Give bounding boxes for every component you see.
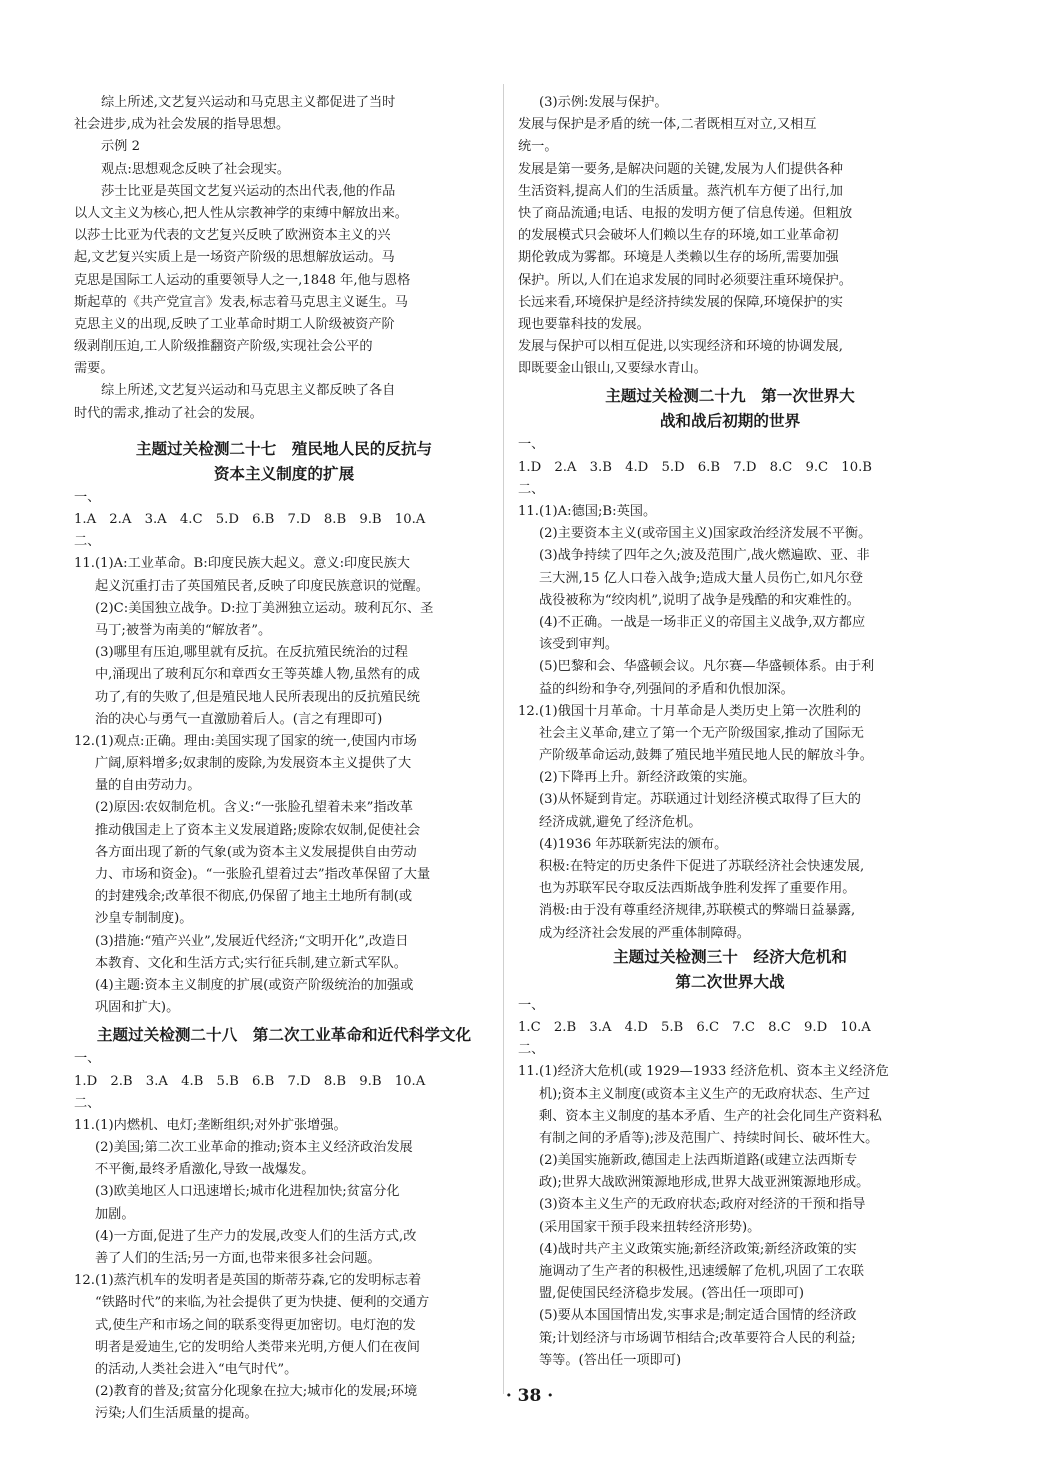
text-line: (3)资本主义生产的无政府状态;政府对经济的干预和指导 bbox=[539, 1197, 866, 1213]
section-heading: 主题过关检测三十 经济大危机和 bbox=[613, 947, 847, 966]
text-line: 一、 bbox=[74, 1051, 101, 1067]
text-line: (4)1936 年苏联新宪法的颁布。 bbox=[539, 836, 728, 852]
text-line: (3)从怀疑到肯定。苏联通过计划经济模式取得了巨大的 bbox=[539, 792, 861, 808]
text-line: 广阔,原料增多;奴隶制的废除,为发展资本主义提供了大 bbox=[95, 756, 412, 772]
text-line: (2)美国实施新政,德国走上法西斯道路(或建立法西斯专 bbox=[539, 1153, 858, 1169]
text-line: 莎士比亚是英国文艺复兴运动的杰出代表,他的作品 bbox=[101, 183, 396, 199]
text-line: 即既要金山银山,又要绿水青山。 bbox=[518, 361, 707, 377]
text-line: 12.(1)蒸汽机车的发明者是英国的斯蒂芬森,它的发明标志着 bbox=[74, 1273, 422, 1289]
text-line: 一、 bbox=[74, 489, 101, 505]
text-line: 益的纠纷和争夺,列强间的矛盾和仇恨加深。 bbox=[539, 681, 794, 697]
page-number: · 38 · bbox=[505, 1386, 554, 1406]
text-line: 保护。所以,人们在追求发展的同时必须要注重环境保护。 bbox=[518, 272, 852, 288]
text-line: (3)措施:“殖产兴业”,发展近代经济;“文明开化”,改造日 bbox=[95, 933, 409, 949]
text-line: 各方面出现了新的气象(或为资本主义发展提供自由劳动 bbox=[95, 844, 417, 860]
section-heading: 战和战后初期的世界 bbox=[659, 412, 801, 431]
text-line: 中,涌现出了玻利瓦尔和章西女王等英雄人物,虽然有的成 bbox=[95, 667, 420, 683]
text-line: (2)美国;第二次工业革命的推动;资本主义经济政治发展 bbox=[95, 1140, 413, 1156]
text-line: 成为经济社会发展的严重体制障碍。 bbox=[539, 925, 750, 941]
section-heading: 主题过关检测二十九 第一次世界大 bbox=[605, 387, 855, 406]
section-heading: 第二次世界大战 bbox=[675, 972, 785, 991]
text-line: (3)欧美地区人口迅速增长;城市化进程加快;贫富分化 bbox=[95, 1184, 400, 1200]
section-heading: 主题过关检测二十七 殖民地人民的反抗与 bbox=[135, 439, 433, 458]
text-line: 社会进步,成为社会发展的指导思想。 bbox=[74, 117, 290, 133]
text-line: 经济成就,避免了经济危机。 bbox=[539, 814, 702, 830]
text-line: 推动俄国走上了资本主义发展道路;废除农奴制,促使社会 bbox=[95, 822, 421, 838]
text-line: “铁路时代”的来临,为社会提供了更为快捷、便利的交通方 bbox=[95, 1295, 430, 1311]
text-line: 不平衡,最终矛盾激化,导致一战爆发。 bbox=[95, 1162, 315, 1178]
text-line: 二、 bbox=[518, 481, 545, 497]
text-line: 以人文主义为核心,把人性从宗教神学的束缚中解放出来。 bbox=[74, 205, 408, 221]
text-line: 机);资本主义制度(或资本主义生产的无政府状态、生产过 bbox=[539, 1086, 871, 1102]
text-line: (4)主题:资本主义制度的扩展(或资产阶级统治的加强或 bbox=[95, 977, 414, 993]
section-heading: 主题过关检测二十八 第二次工业革命和近代科学文化 bbox=[96, 1026, 472, 1045]
text-line: (2)教育的普及;贫富分化现象在拉大;城市化的发展;环境 bbox=[95, 1384, 418, 1400]
section-heading: 资本主义制度的扩展 bbox=[213, 464, 355, 483]
text-line: 马丁;被誉为南美的“解放者”。 bbox=[95, 622, 272, 638]
text-line: 的发展模式只会破坏人们赖以生存的环境,如工业革命初 bbox=[518, 228, 839, 244]
text-line: 量的自由劳动力。 bbox=[95, 778, 201, 794]
text-line: 期伦敦成为雾都。环境是人类赖以生存的场所,需要加强 bbox=[518, 250, 839, 266]
column-divider bbox=[503, 84, 504, 1394]
text-line: 二、 bbox=[74, 534, 101, 550]
text-line: 11.(1)内燃机、电灯;垄断组织;对外扩张增强。 bbox=[74, 1117, 347, 1133]
text-line: 综上所述,文艺复兴运动和马克思主义都反映了各自 bbox=[101, 383, 396, 399]
text-line: (3)战争持续了四年之久;波及范围广,战火燃遍欧、亚、非 bbox=[539, 548, 870, 564]
text-line: 级剥削压迫,工人阶级推翻资产阶级,实现社会公平的 bbox=[74, 339, 373, 355]
text-line: (4)战时共产主义政策实施;新经济政策;新经济政策的实 bbox=[539, 1241, 857, 1257]
text-line: 克思是国际工人运动的重要领导人之一,1848 年,他与恩格 bbox=[74, 272, 411, 288]
text-line: 式,使生产和市场之间的联系变得更加密切。电灯泡的发 bbox=[95, 1317, 416, 1333]
text-line: 施调动了生产者的积极性,迅速缓解了危机,巩固了工农联 bbox=[539, 1264, 864, 1279]
text-line: 社会主义革命,建立了第一个无产阶级国家,推动了国际无 bbox=[539, 725, 864, 741]
text-line: 12.(1)俄国十月革命。十月革命是人类历史上第一次胜利的 bbox=[518, 703, 861, 719]
text-line: 治的决心与勇气一直激励着后人。(言之有理即可) bbox=[95, 711, 383, 727]
text-line: 力、市场和资金)。“一张脸孔望着过去”指改革保留了大量 bbox=[95, 867, 431, 882]
text-line: 现也要靠科技的发展。 bbox=[518, 316, 650, 332]
text-line: 生活资料,提高人们的生活质量。蒸汽机车方便了出行,加 bbox=[518, 183, 843, 199]
text-line: (2)C:美国独立战争。D:拉丁美洲独立运动。玻利瓦尔、圣 bbox=[95, 600, 434, 616]
text-line: 发展与保护可以相互促进,以实现经济和环境的协调发展, bbox=[518, 339, 843, 355]
text-line: 消极:由于没有尊重经济规律,苏联模式的弊端日益暴露, bbox=[539, 903, 856, 919]
text-line: 明者是爱迪生,它的发明给人类带来光明,方便人们在夜间 bbox=[95, 1339, 420, 1355]
text-line: 也为苏联军民夺取反法西斯战争胜利发挥了重要作用。 bbox=[539, 881, 856, 897]
text-line: 发展与保护是矛盾的统一体,二者既相互对立,又相互 bbox=[518, 117, 817, 133]
text-line: 11.(1)经济大危机(或 1929—1933 经济危机、资本主义经济危 bbox=[518, 1064, 889, 1080]
text-line: 污染;人们生活质量的提高。 bbox=[95, 1406, 258, 1422]
text-line: 二、 bbox=[74, 1095, 101, 1111]
text-line: 三大洲,15 亿人口卷入战争;造成大量人员伤亡,如凡尔登 bbox=[539, 570, 863, 586]
text-line: 善了人们的生活;另一方面,也带来很多社会问题。 bbox=[95, 1251, 381, 1266]
text-line: 本教育、文化和生活方式;实行征兵制,建立新式军队。 bbox=[95, 955, 407, 971]
text-line: 一、 bbox=[518, 997, 545, 1013]
text-line: 起义沉重打击了英国殖民者,反映了印度民族意识的觉醒。 bbox=[95, 578, 429, 594]
text-line: (4)一方面,促进了生产力的发展,改变人们的生活方式,改 bbox=[95, 1228, 417, 1244]
text-line: 长远来看,环境保护是经济持续发展的保障,环境保护的实 bbox=[518, 294, 843, 310]
text-line: 一、 bbox=[518, 437, 545, 453]
text-line: (3)哪里有压迫,哪里就有反抗。在反抗殖民统治的过程 bbox=[95, 645, 408, 661]
text-line: 12.(1)观点:正确。理由:美国实现了国家的统一,使国内市场 bbox=[74, 733, 417, 749]
text-line: 以莎士比亚为代表的文艺复兴反映了欧洲资本主义的兴 bbox=[74, 228, 391, 244]
text-line: 的封建残余;改革很不彻底,仍保留了地主土地所有制(或 bbox=[95, 889, 413, 905]
text-line: 二、 bbox=[518, 1042, 545, 1058]
text-line: 克思主义的出现,反映了工业革命时期工人阶级被资产阶 bbox=[74, 316, 395, 332]
text-line: 策;计划经济与市场调节相结合;改革要符合人民的利益; bbox=[539, 1330, 856, 1346]
text-line: 11.(1)A:工业革命。B:印度民族大起义。意义:印度民族大 bbox=[74, 556, 410, 572]
text-line: 有制之间的矛盾等);涉及范围广、持续时间长、破坏性大。 bbox=[539, 1130, 879, 1146]
text-line: 的活动,人类社会进入“电气时代”。 bbox=[95, 1361, 298, 1377]
text-line: 11.(1)A:德国;B:英国。 bbox=[518, 504, 657, 519]
text-line: (4)不正确。一战是一场非正义的帝国主义战争,双方都应 bbox=[539, 614, 866, 630]
text-line: 等等。(答出任一项即可) bbox=[539, 1352, 682, 1368]
text-line: 盟,促使国民经济稳步发展。(答出任一项即可) bbox=[539, 1286, 805, 1302]
text-line: 1.C 2.B 3.A 4.D 5.B 6.C 7.C 8.C 9.D 10.A bbox=[518, 1019, 871, 1035]
text-line: (3)示例:发展与保护。 bbox=[539, 95, 668, 110]
text-line: (2)原因:农奴制危机。含义:“一张脸孔望着未来”指改革 bbox=[95, 800, 413, 816]
text-line: 统一。 bbox=[518, 139, 558, 155]
text-line: (2)主要资本主义(或帝国主义)国家政治经济发展不平衡。 bbox=[539, 526, 872, 542]
text-line: 加剧。 bbox=[95, 1206, 135, 1222]
text-line: 斯起草的《共产党宣言》发表,标志着马克思主义诞生。马 bbox=[74, 294, 408, 310]
text-line: 剩、资本主义制度的基本矛盾、生产的社会化同生产资料私 bbox=[539, 1108, 882, 1124]
text-line: (5)巴黎和会、华盛顿会议。凡尔赛—华盛顿体系。由于利 bbox=[539, 659, 875, 675]
text-line: 1.A 2.A 3.A 4.C 5.D 6.B 7.D 8.B 9.B 10.A bbox=[74, 512, 426, 527]
text-line: (2)下降再上升。新经济政策的实施。 bbox=[539, 770, 756, 786]
right-column bbox=[518, 92, 942, 1372]
text-line: 需要。 bbox=[74, 361, 114, 377]
text-line: 观点:思想观念反映了社会现实。 bbox=[101, 161, 291, 177]
text-line: 时代的需求,推动了社会的发展。 bbox=[74, 405, 263, 421]
text-line: 快了商品流通;电话、电报的发明方便了信息传递。但粗放 bbox=[518, 205, 853, 221]
text-line: (采用国家干预手段来扭转经济形势)。 bbox=[539, 1219, 761, 1235]
text-line: 示例 2 bbox=[101, 139, 140, 155]
text-line: 该受到审判。 bbox=[539, 637, 619, 653]
text-line: 沙皇专制制度)。 bbox=[95, 911, 193, 927]
text-line: 产阶级革命运动,鼓舞了殖民地半殖民地人民的解放斗争。 bbox=[539, 748, 873, 764]
text-line: 综上所述,文艺复兴运动和马克思主义都促进了当时 bbox=[101, 95, 396, 110]
text-line: 巩固和扩大)。 bbox=[95, 1000, 180, 1016]
text-line: 功了,有的失败了,但是殖民地人民所表现出的反抗殖民统 bbox=[95, 689, 420, 705]
text-line: (5)要从本国国情出发,实事求是;制定适合国情的经济政 bbox=[539, 1308, 857, 1324]
text-line: 战役被称为“绞肉机”,说明了战争是残酷的和灾难性的。 bbox=[539, 592, 860, 608]
text-line: 起,文艺复兴实质上是一场资产阶级的思想解放运动。马 bbox=[74, 250, 395, 266]
text-line: 发展是第一要务,是解决问题的关键,发展为人们提供各种 bbox=[518, 161, 843, 177]
text-line: 积极:在特定的历史条件下促进了苏联经济社会快速发展, bbox=[539, 859, 865, 874]
left-column bbox=[74, 92, 494, 1426]
text-line: 1.D 2.B 3.A 4.B 5.B 6.B 7.D 8.B 9.B 10.A bbox=[74, 1073, 426, 1089]
text-line: 政);世界大战欧洲策源地形成,世界大战亚洲策源地形成。 bbox=[539, 1175, 870, 1191]
text-line: 1.D 2.A 3.B 4.D 5.D 6.B 7.D 8.C 9.C 10.B bbox=[518, 459, 872, 475]
